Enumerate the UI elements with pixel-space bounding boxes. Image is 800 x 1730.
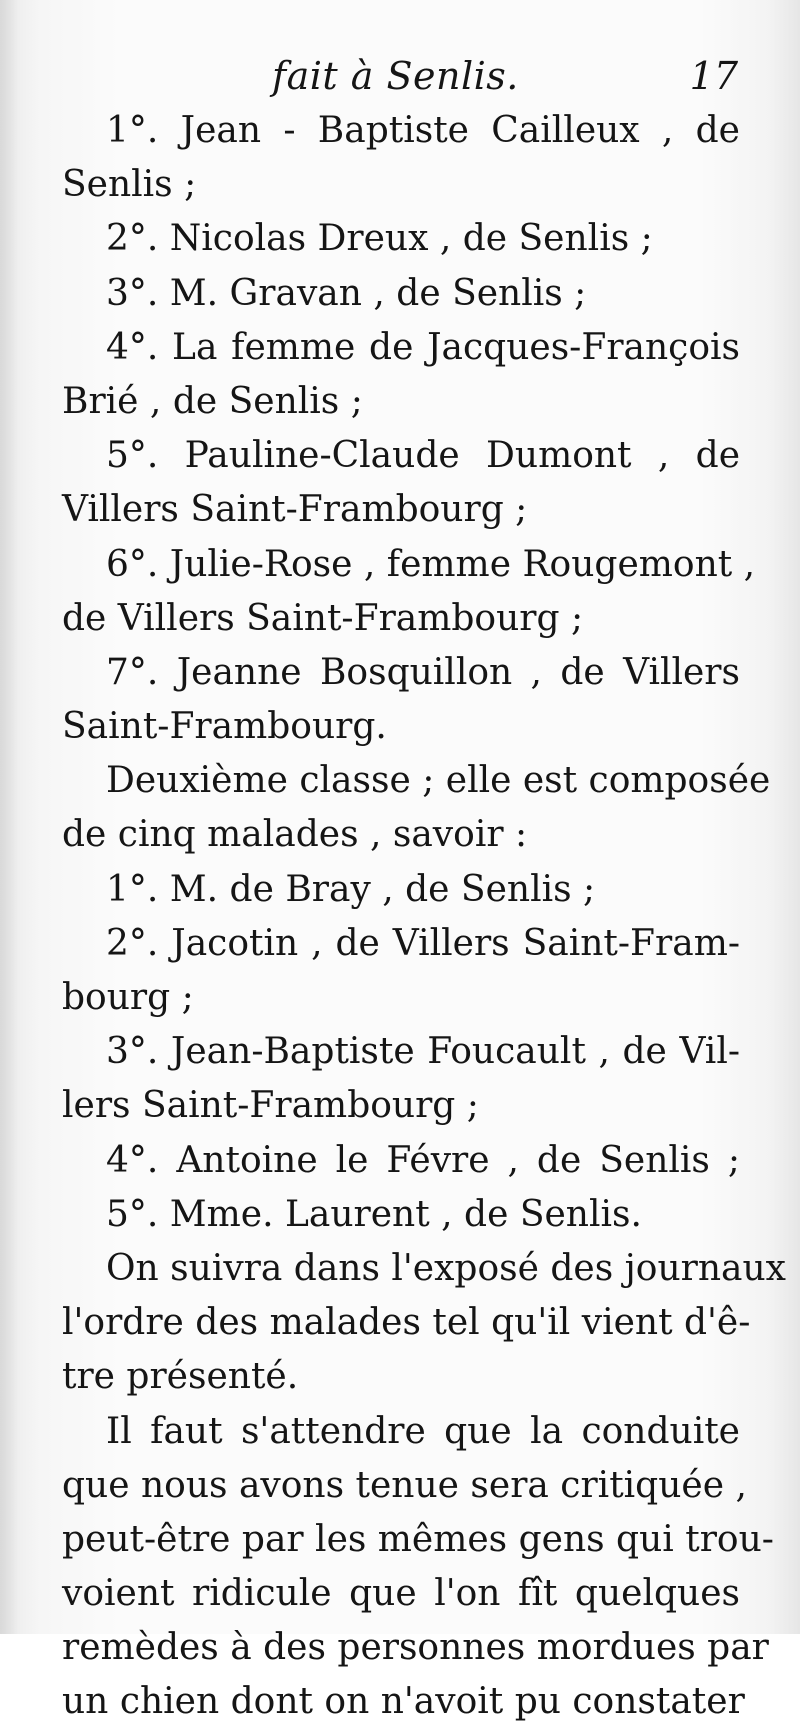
text-line: Brié , de Senlis ; [62,380,363,422]
text-line: 6°. Julie-Rose , femme Rougemont , [106,543,756,585]
text-line: Il faut s'attendre que la conduite [106,1410,740,1452]
text-line: Villers Saint-Frambourg ; [62,489,528,531]
binding-shadow [0,0,18,1634]
text-line: un chien dont on n'avoit pu constater [62,1681,745,1723]
text-line: 1°. Jean - Baptiste Cailleux , de [106,110,740,151]
text-line: 2°. Jacotin , de Villers Saint-Fram- [106,922,740,964]
text-line: On suivra dans l'exposé des journaux [106,1247,786,1289]
text-line: 4°. La femme de Jacques-François [106,326,740,368]
text-line: 4°. Antoine le Févre , de Senlis ; [106,1139,740,1181]
text-line: remèdes à des personnes mordues par [62,1627,769,1669]
text-line: Senlis ; [62,164,197,206]
text-line: 2°. Nicolas Dreux , de Senlis ; [106,218,653,260]
text-line: tre présenté. [62,1356,299,1398]
page-number: 17 [689,54,738,98]
text-line: 3°. Jean-Baptiste Foucault , de Vil- [106,1031,740,1073]
text-line: l'ordre des malades tel qu'il vient d'ê- [62,1302,751,1344]
text-line: 3°. M. Gravan , de Senlis ; [106,272,587,314]
text-line: Deuxième classe ; elle est composée [106,760,771,802]
text-line: lers Saint-Frambourg ; [62,1085,479,1127]
text-line: de Villers Saint-Frambourg ; [62,597,584,639]
text-block [62,48,786,1730]
text-line: que nous avons tenue sera critiquée , [62,1464,747,1506]
running-title: fait à Senlis. [272,54,519,98]
running-head [62,48,740,104]
text-line: 5°. Mme. Laurent , de Senlis. [106,1193,642,1235]
text-line: 7°. Jeanne Bosquillon , de Villers [106,651,740,693]
text-line: 5°. Pauline-Claude Dumont , de [106,435,740,477]
text-line: voient ridicule que l'on fît quelques [62,1573,740,1615]
body-text [62,104,786,1730]
text-line: Saint-Frambourg. [62,706,387,748]
text-line: peut-être par les mêmes gens qui trou- [62,1518,774,1560]
text-line: 1°. M. de Bray , de Senlis ; [106,868,596,910]
text-line: de cinq malades , savoir : [62,814,528,856]
text-line: bourg ; [62,977,194,1018]
